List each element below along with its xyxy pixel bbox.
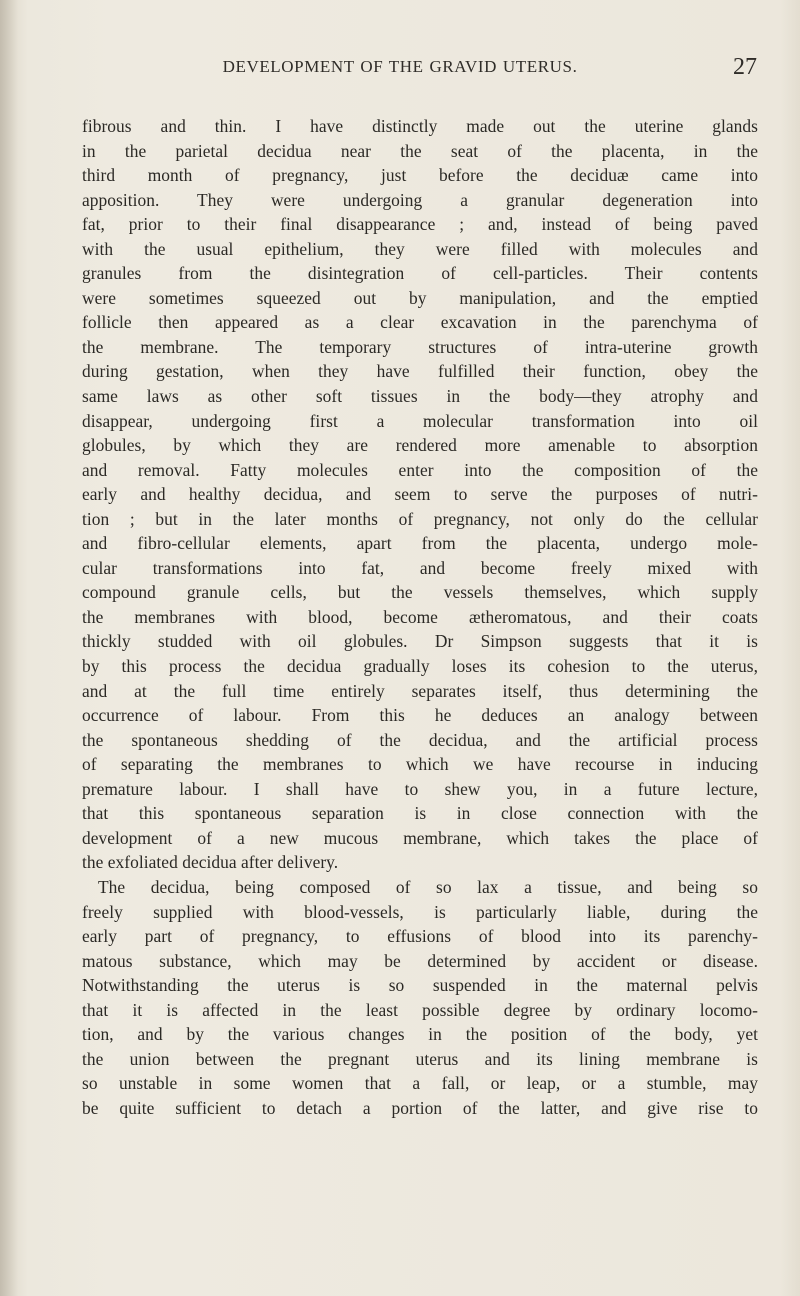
text-line: Notwithstanding the uterus is so suspended in the maternal pelvis [82, 975, 758, 996]
text-line: were sometimes squeezed out by manipulation, and the emptied [82, 287, 758, 308]
text-line: the membrane. The temporary structures of intra-uterine growth [82, 336, 758, 357]
page-header [0, 54, 800, 89]
text-line: fibrous and thin. I have distinctly made out the uterine glands [82, 116, 758, 136]
text-line: be quite sufficient to detach a portion of the latter, and give rise to [82, 1097, 758, 1118]
page-gutter-shadow [0, 0, 18, 1296]
text-line: tion ; but in the later months of pregnancy, not only do the cellular [82, 508, 758, 529]
text-line: early and healthy decidua, and seem to serve the purposes of nutri- [82, 484, 758, 505]
running-head: DEVELOPMENT OF THE GRAVID UTERUS. [222, 57, 578, 76]
page-number: 27 [733, 54, 757, 80]
text-line: apposition. They were undergoing a granular degeneration into [82, 189, 758, 210]
text-line: during gestation, when they have fulfilled their function, obey the [82, 361, 758, 382]
text-line: and fibro-cellular elements, apart from the placenta, undergo mole- [82, 533, 758, 554]
text-line: of separating the membranes to which we have recourse in inducing [82, 754, 758, 775]
text-line: granules from the disintegration of cell-particles. Their contents [82, 263, 758, 284]
text-line: tion, and by the various changes in the position of the body, yet [82, 1024, 758, 1045]
text-line: premature labour. I shall have to shew you, in a future lecture, [82, 778, 758, 799]
text-line: early part of pregnancy, to effusions of blood into its parenchy- [82, 926, 758, 947]
text-line: cular transformations into fat, and become freely mixed with [82, 557, 758, 578]
text-line: and at the full time entirely separates itself, thus determining the [82, 680, 758, 701]
text-line: follicle then appeared as a clear excavation in the parenchyma of [82, 312, 758, 333]
text-line: that it is affected in the least possible degree by ordinary locomo- [82, 999, 758, 1020]
text-line: freely supplied with blood-vessels, is particularly liable, during the [82, 901, 758, 922]
text-line: that this spontaneous separation is in close connection with the [82, 803, 758, 824]
text-line: compound granule cells, but the vessels themselves, which supply [82, 582, 758, 603]
text-line: occurrence of labour. From this he deduces an analogy between [82, 705, 758, 726]
paragraph-end-line: the exfoliated decidua after delivery. [82, 852, 339, 873]
text-line: with the usual epithelium, they were filled with molecules and [82, 238, 758, 259]
text-line: same laws as other soft tissues in the body—they atrophy and [82, 386, 758, 407]
text-line: third month of pregnancy, just before the deciduæ came into [82, 165, 758, 186]
text-line: by this process the decidua gradually loses its cohesion to the uterus, [82, 656, 758, 677]
text-line: in the parietal decidua near the seat of the placenta, in the [82, 140, 758, 161]
text-line: thickly studded with oil globules. Dr Simpson suggests that it is [82, 631, 758, 652]
text-line: disappear, undergoing first a molecular transformation into oil [82, 410, 758, 431]
text-line: fat, prior to their final disappearance ; and, instead of being paved [82, 214, 758, 235]
paragraph-start-line: The decidua, being composed of so lax a tissue, and being so [98, 876, 758, 897]
text-line: the spontaneous shedding of the decidua, and the artificial process [82, 729, 758, 750]
text-line: globules, by which they are rendered more amenable to absorption [82, 435, 758, 456]
text-line: and removal. Fatty molecules enter into the composition of the [82, 459, 758, 480]
text-line: matous substance, which may be determined by accident or disease. [82, 950, 758, 971]
text-line: development of a new mucous membrane, which takes the place of [82, 827, 758, 848]
text-line: the membranes with blood, become ætheromatous, and their coats [82, 606, 758, 627]
text-line: so unstable in some women that a fall, or leap, or a stumble, may [82, 1073, 758, 1094]
text-line: the union between the pregnant uterus and its lining membrane is [82, 1048, 758, 1069]
body-text [82, 114, 758, 1120]
